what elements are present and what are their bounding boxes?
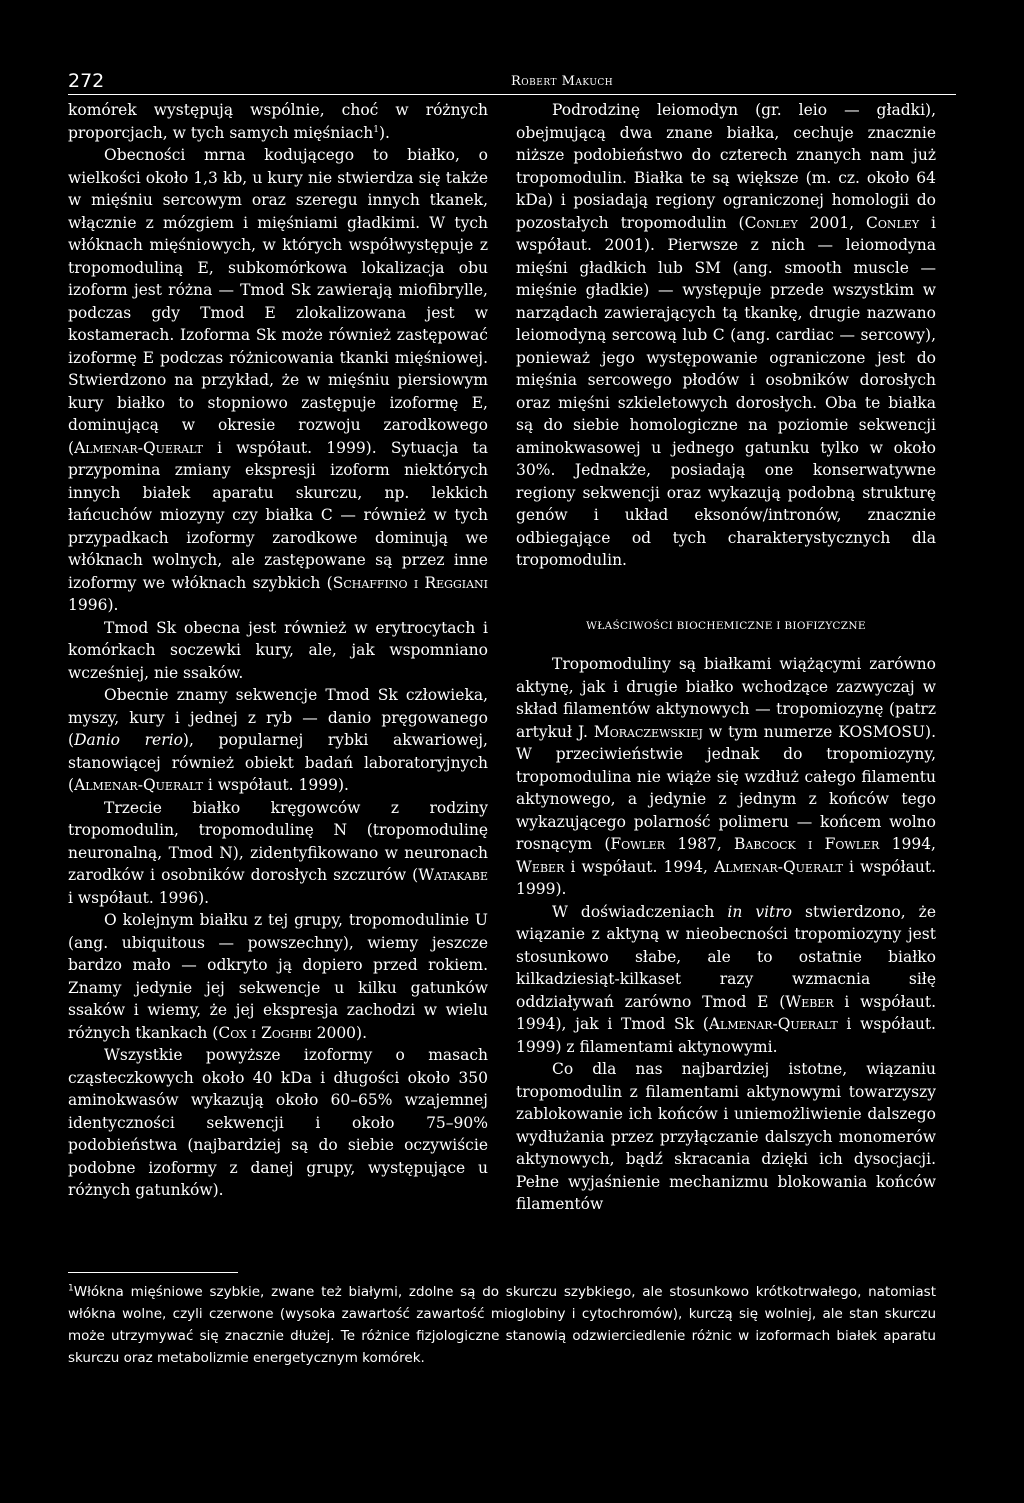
paragraph: Tropomoduliny są białkami wiążącymi zarówno aktynę, jak i drugie białko wchodzące zazwyczaj w skład filamentów aktynowych — tropomiozynę (patrz artykuł J. Moraczewskiej w tym numerze KOSMOSU). W przeciwieństwie jednak do tropomiozyny, tropomodulina nie wiąże się wzdłuż całego filamentu aktynowego, a jedynie z jednym z końców tego wykazującego polarność polimeru — końcem wolno rosnącym (Fowler 1987, Babcock i Fowler 1994, Weber i współaut. 1994, Almenar-Queralt i współaut. 1999). <box>516 655 936 898</box>
section-heading: WŁAŚCIWOŚCI BIOCHEMICZNE I BIOFIZYCZNE <box>586 619 866 632</box>
citation: Almenar-Queralt <box>714 857 843 876</box>
citation: Conley <box>865 213 920 232</box>
species-name: Danio rerio <box>74 731 183 749</box>
footnote <box>68 1281 936 1369</box>
footnote-reference: 1 <box>373 124 379 135</box>
paragraph: Podrodzinę leiomodyn (gr. leio — gładki), obejmującą dwa znane białka, cechuje znacznie niższe podobieństwo do czterech znanych nam już tropomodulin. Białka te są większe (m. cz. około 64 kDa) i posiadają regiony ograniczonej homologii do pozostałych tropomodulin (Conley 2001, Conley i współaut. 2001). Pierwsze z nich — leiomodyna mięśni gładkich lub SM (ang. smooth muscle — mięśnie gładkie) — występuje przede wszystkim w narządach zawierających tą tkankę, drugie nazwano leiomodyną sercową lub C (ang. cardiac — sercowy), ponieważ jego występowanie ograniczone jest do mięśnia sercowego płodów i osobników dorosłych oraz mięśni szkieletowych dorosłych. Oba te białka są do siebie homologiczne na poziomie sekwencji aminokwasowej u jednego gatunku tylko w około 30%. Jednakże, posiadają one konserwatywne regiony sekwencji oraz wykazują podobną strukturę genów i układ eksonów/intronów, znacznie odbiegające od tych charakterystycznych dla tropomodulin. <box>516 101 936 569</box>
paragraph: Co dla nas najbardziej istotne, wiązaniu tropomodulin z filamentami aktynowymi towarzyszy zablokowanie ich końców i uniemożliwienie dalszego wydłużania przez przyłączanie dalszych monomerów aktynowych, bądź skracania dzięki ich dysocjacji. Pełne wyjaśnienie mechanizmu blokowania końców filamentów <box>516 1060 936 1213</box>
page-number: 272 <box>68 70 105 92</box>
paragraph: Obecnie znamy sekwencje Tmod Sk człowieka, myszy, kury i jednej z ryb — danio pręgowanego (Danio rerio), popularnej rybki akwariowej, stanowiącej również obiekt badań laboratoryjnych (Almenar-Queralt i współaut. 1999). <box>68 686 488 794</box>
citation: Conley <box>744 213 798 232</box>
footnote-marker: 1 <box>68 1283 74 1294</box>
paragraph: Obecności mrna kodującego to białko, o wielkości około 1,3 kb, u kury nie stwierdza się także w mięśniu sercowym oraz szeregu innych tkanek, włącznie z mózgiem i mięśniami gładkimi. W tych włóknach mięśniowych, w których współwystępuje z tropomoduliną E, subkomórkowa lokalizacja obu izoform jest różna — Tmod Sk zawierają miofibrylle, podczas gdy Tmod E zlokalizowana jest w kostamerach. Izoforma Sk może również zastępować izoformę E podczas różnicowania tkanki mięśniowej. Stwierdzono na przykład, że w mięśniu piersiowym kury białko to stopniowo zastępuje izoformę E, dominującą w okresie rozwoju zarodkowego (Almenar-Queralt i współaut. 1999). Sytuacja ta przypomina zmiany ekspresji izoform niektórych innych białek aparatu skurczu, np. lekkich łańcuchów miozyny czy białka C — również w tych przypadkach izoformy zarodkowe dominują we włóknach wolnych, ale zastępowane są przez inne izoformy we włóknach szybkich (Schaffino i Reggiani 1996). <box>68 146 488 614</box>
left-column <box>68 99 488 1202</box>
paragraph: Trzecie białko kręgowców z rodziny tropomodulin, tropomodulinę N (tropomodulinę neuronalną, Tmod N), zidentyfikowano w neuronach zarodków i osobników dorosłych szczurów (Watakabe i współaut. 1996). <box>68 798 488 907</box>
footnote-text: Włókna mięśniowe szybkie, zwane też białymi, zdolne są do skurczu szybkiego, ale stosunkowo krótkotrwałego, natomiast włókna wolne, czyli czerwone (wysoka zawartość zawartość mioglobiny i cytochromów), kurczą się wolniej, ale stan skurczu może utrzymywać się znacznie dłużej. Te różnice fizjologiczne stanowią odzwierciedlenie różnic w izoformach białek aparatu skurczu oraz metabolizmie energetycznym komórek. <box>68 1284 936 1366</box>
citation: Schaffino i Reggiani <box>332 573 488 592</box>
page-header <box>68 72 956 95</box>
emphasis: in vitro <box>727 902 793 921</box>
citation: Cox i Zoghbi <box>218 1023 312 1042</box>
citation: Almenar-Queralt <box>74 776 203 794</box>
paragraph: Wszystkie powyższe izoformy o masach cząsteczkowych około 40 kDa i długości około 350 aminokwasów wykazują około 60–65% wzajemnej identyczności sekwencji i około 75–90% podobieństwa (najbardziej są do siebie oczywiście podobne izoformy z danej grupy, występujące u różnych gatunków). <box>68 1046 488 1199</box>
paragraph: komórek występują wspólnie, choć w różnych proporcjach, w tych samych mięśniach$^1$). <box>68 101 488 142</box>
citation: Babcock i Fowler <box>734 835 880 853</box>
right-column <box>516 99 936 1216</box>
footnote-divider <box>68 1272 238 1273</box>
paragraph: Tmod Sk obecna jest również w erytrocytach i komórkach soczewki kury, ale, jak wspomniano wcześniej, nie ssaków. <box>68 618 488 682</box>
citation: Moraczewskiej <box>593 722 703 741</box>
paragraph: O kolejnym białku z tej grupy, tropomodulinie U (ang. ubiquitous — powszechny), wiemy jeszcze bardzo mało — odkryto ją dopiero przed rokiem. Znamy jedynie jej sekwencje u kilku gatunków ssaków i wiemy, że jej ekspresja zachodzi w wielu różnych tkankach (Cox i Zoghbi 2000). <box>68 911 488 1042</box>
citation: Weber <box>785 992 834 1011</box>
citation: Fowler <box>610 835 666 853</box>
citation: Watakabe <box>418 866 488 884</box>
citation: Weber <box>516 857 565 876</box>
citation: Almenar-Queralt <box>708 1015 838 1033</box>
running-head: Robert Makuch <box>511 74 614 89</box>
paragraph: W doświadczeniach in vitro stwierdzono, że wiązanie z aktyną w nieobecności tropomiozyny jest stosunkowo słabe, ale to ostatnie białko kilkadziesiąt-kilkaset razy wzmacnia siłę oddziaływań zarówno Tmod E (Weber i współaut. 1994), jak i Tmod Sk (Almenar-Queralt i współaut. 1999) z filamentami aktynowymi. <box>516 902 936 1056</box>
citation: Almenar-Queralt <box>74 438 203 457</box>
